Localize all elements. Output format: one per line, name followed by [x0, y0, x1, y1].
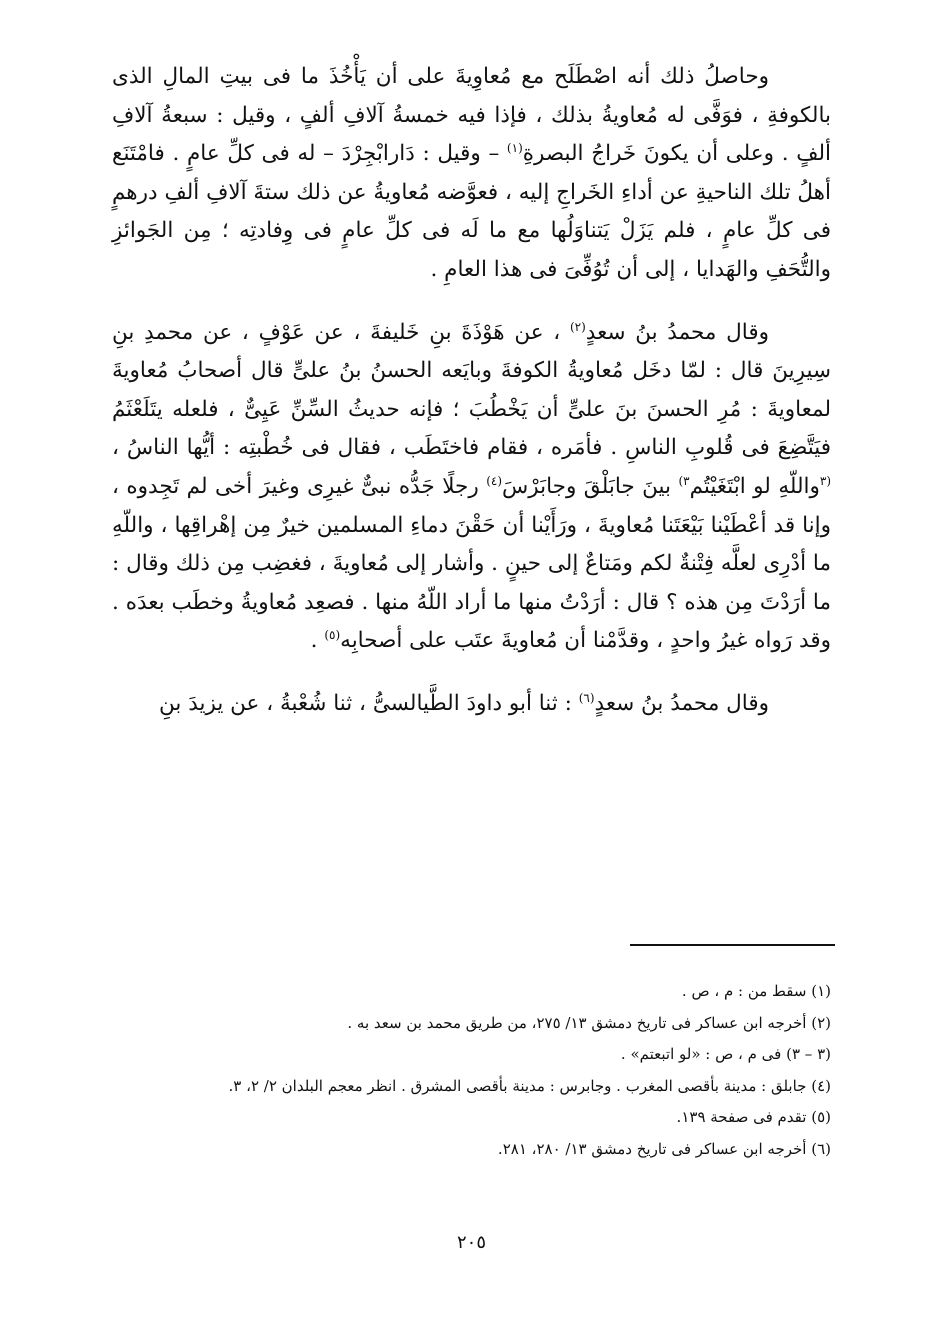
text-run: بينَ جابَلْقَ وجابَرْسَ: [502, 473, 679, 499]
footnote-marker: ٣): [678, 473, 690, 488]
footnote: (٦) أخرجه ابن عساكر فى تاريخ دمشق ١٣/ ٢٨٠، ٢٨١.: [497, 1139, 831, 1158]
text-run: وقال محمدُ بنُ سعدٍ: [585, 319, 769, 345]
footnote: (٤) جابلق : مدينة بأقصى المغرب . وجابرس : مدينة بأقصى المشرق . انظر معجم البلدان ٢/ ٢، ٣.: [228, 1076, 831, 1095]
footnotes: [112, 976, 831, 1165]
footnote-marker: (١): [506, 141, 523, 156]
footnote: (٢) أخرجه ابن عساكر فى تاريخ دمشق ١٣/ ٢٧٥، من طريق محمد بن سعد به .: [347, 1013, 831, 1032]
paragraph: [112, 685, 831, 724]
footnote-marker: (٣: [819, 473, 832, 488]
text-run: – وقيل : دَارابْجِرْدَ – له فى كلِّ عامٍ . فامْتَنَع أهلُ تلك الناحيةِ عن أداءِ الخَراجِ إليه ، فعوَّضه مُعاويةُ عن ذلك ستةَ آلافِ ألفِ درهمٍ فى كلِّ عامٍ ، فلم يَزَلْ يَتناوَلُها مع ما لَه فى كلِّ عامٍ فى وِفادتِه ؛ مِن الجَوائزِ والتُّحَفِ والهَدايا ، إلى أن تُوُفِّىَ فى هذا العامِ .: [112, 141, 831, 282]
text-run: : ثنا أبو داودَ الطَّيالسىُّ ، ثنا شُعْبةُ ، عن يزيدَ بنِ: [159, 690, 579, 716]
main-text: [112, 58, 831, 748]
footnote-marker: (٢): [569, 319, 586, 334]
footnote: (١) سقط من : م ، ص .: [681, 982, 831, 1000]
text-run: وحاصلُ ذلك أنه اصْطَلَح مع مُعاوِيةَ على أن يَأْخُذَ ما فى بيتِ المالِ الذى بالكوفةِ ، فوَفَّى له مُعاويةُ بذلك ، فإذا فيه خمسةُ آلافِ ألفٍ ، وقيل : سبعةُ آلافِ ألفٍ . وعلى أن يكونَ خَراجُ البصرةِ: [112, 64, 831, 167]
text-run: .: [310, 628, 325, 654]
text-run: ، عن هَوْذَةَ بنِ خَليفةَ ، عن عَوْفٍ ، عن محمدِ بنِ سِيرِينَ قال : لمّا دخَل مُعاويةُ الكوفةَ وبايَعه الحسنُ بنُ علىٍّ قال أصحابُ مُعاويةَ لمعاويةَ : مُرِ الحسنَ بنَ علىٍّ أن يَخْطُبَ ؛ فإنه حديثُ السِّنِّ عَيِىٌّ ، فلعله يتَلَعْثَمُ فيَتَّضِعَ فى قُلوبِ الناسِ . فأمَره ، فقام فاختَطَب ، فقال فى خُطْبتِه : أيُّها الناسُ ،: [112, 319, 831, 461]
footnote: (٣ – ٣) فى م ، ص : «لو اتبعتم» .: [620, 1045, 831, 1063]
paragraph: [112, 314, 831, 661]
footnote-marker: (٤): [486, 473, 503, 488]
text-run: واللّهِ لو ابْتَغَيْتُم: [689, 473, 820, 499]
text-run: وقال محمدُ بنُ سعدٍ: [594, 690, 769, 716]
footnote-marker: (٥): [324, 628, 341, 643]
footnote-separator: [630, 944, 835, 946]
page-number: ٢٠٥: [456, 1232, 486, 1253]
footnote: (٥) تقدم فى صفحة ١٣٩.: [676, 1108, 831, 1126]
text-run: رجلًا جَدُّه نبىٌّ غيرِى وغيرَ أخى لم تَجِدوه ، وإنا قد أعْطَيْنا بَيْعَتَنا مُعاويةَ ، ورَأَيْنا أن حَقْنَ دماءِ المسلمين خيرٌ مِن إهْراقِها ، واللّهِ ما أدْرِى لعلَّه فِتْنةٌ لكم ومَتاعٌ إلى حينٍ . وأشار إلى مُعاويةَ ، فغضِب مِن ذلك وقال : ما أرَدْتَ مِن هذه ؟ قال : أرَدْتُ منها ما أراد اللّهُ منها . فصعِد مُعاويةُ وخطَب بعدَه . وقد رَواه غيرُ واحدٍ ، وقدَّمْنا أن مُعاويةَ عتَب على أصحابِه: [112, 473, 831, 654]
footnote-marker: (٦): [578, 690, 595, 705]
paragraph: [112, 58, 831, 290]
